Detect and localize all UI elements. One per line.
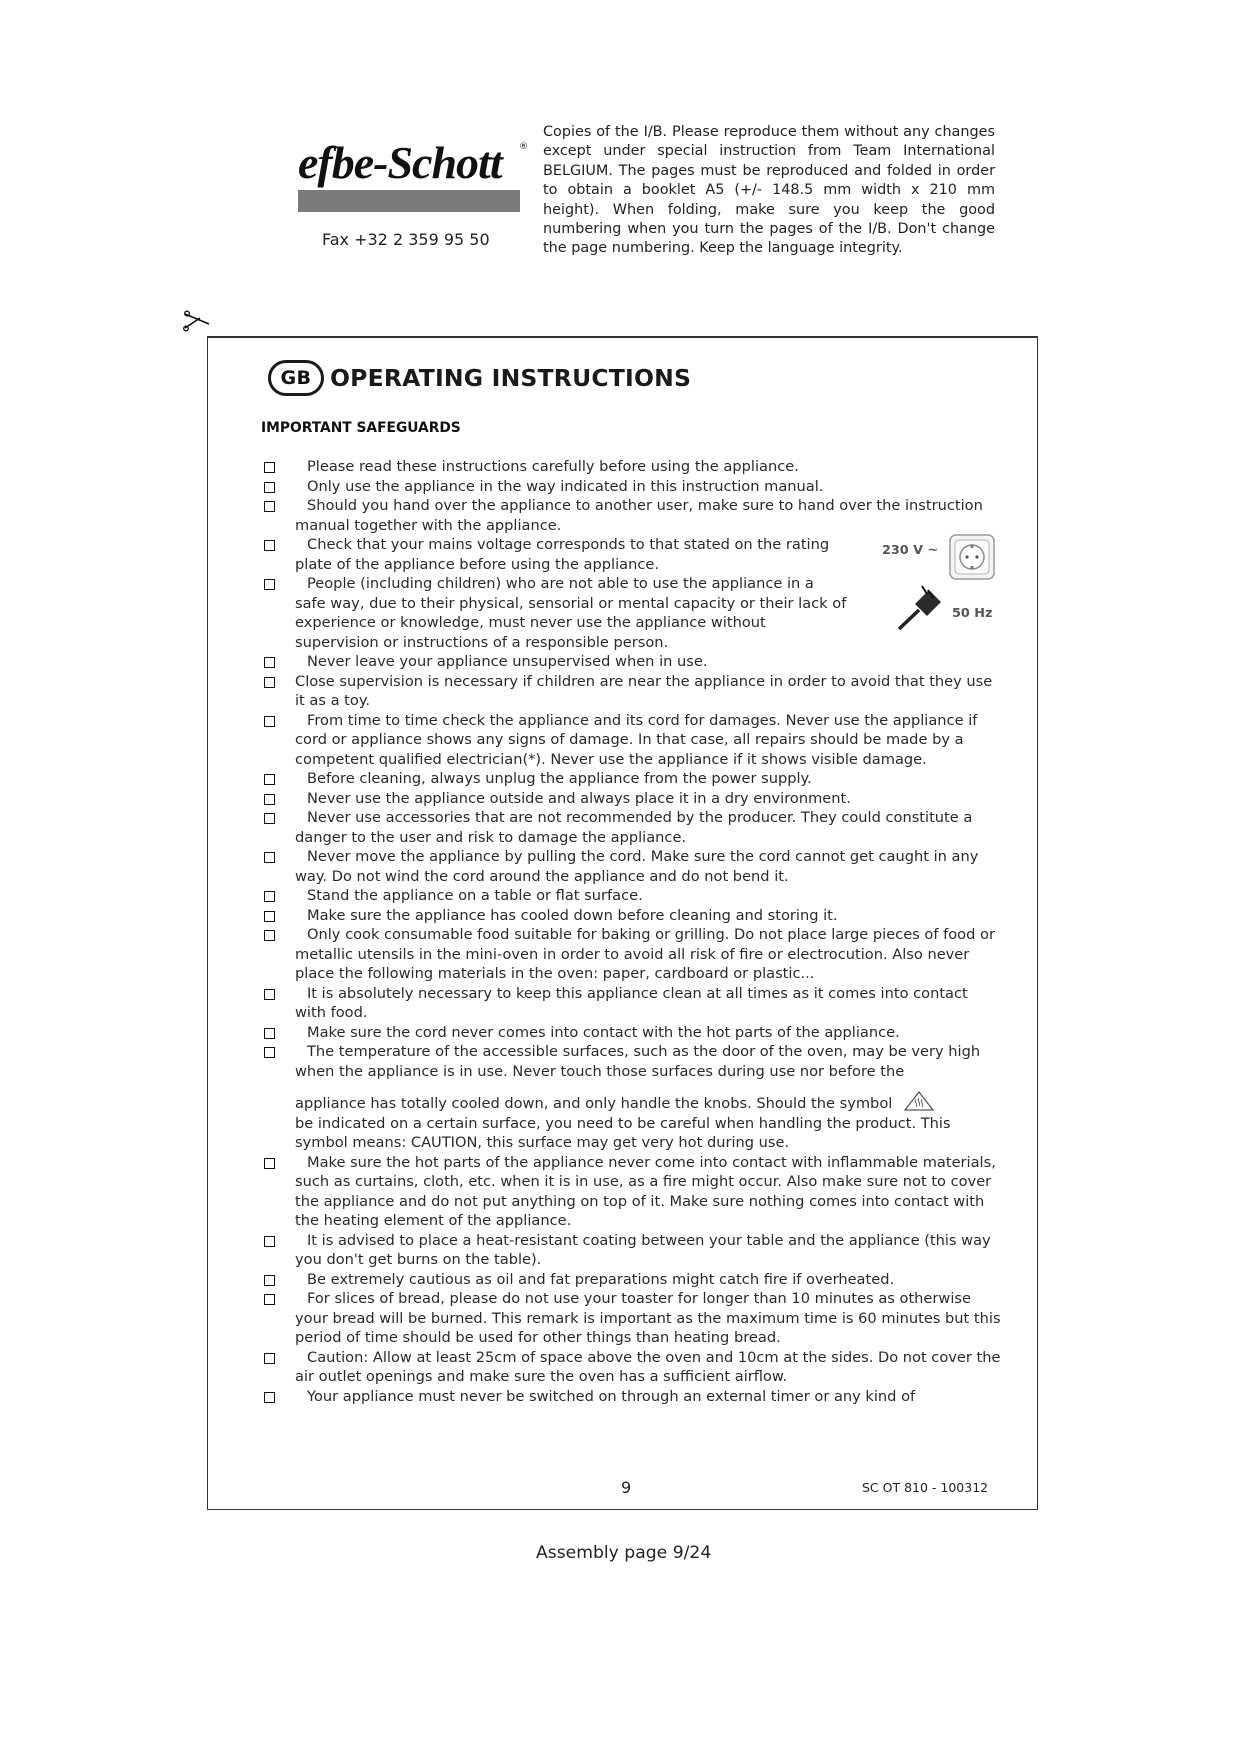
safeguard-text: Caution: Allow at least 25cm of space above the oven and 10cm at the sides. Do not cover the air outlet openings and make sure the oven has a sufficient airflow.	[295, 1348, 1001, 1385]
checkbox-bullet-icon	[264, 1236, 275, 1247]
list-item	[208, 1270, 1039, 1290]
list-item	[208, 672, 1039, 711]
safeguard-text: Close supervision is necessary if children are near the appliance in order to avoid that they use it as a toy.	[295, 672, 993, 709]
checkbox-bullet-icon	[264, 774, 275, 785]
checkbox-bullet-icon	[264, 1047, 275, 1058]
list-item	[208, 769, 1039, 789]
checkbox-bullet-icon	[264, 579, 275, 590]
scissors-icon	[182, 310, 212, 332]
checkbox-bullet-icon	[264, 852, 275, 863]
language-badge: GB	[268, 360, 324, 396]
safeguard-text: Stand the appliance on a table or flat surface.	[307, 887, 643, 904]
list-item	[208, 886, 1039, 906]
assembly-page-label: Assembly page 9/24	[536, 1543, 712, 1563]
safeguard-text: Only use the appliance in the way indicated in this instruction manual.	[307, 477, 824, 495]
checkbox-bullet-icon	[264, 1028, 275, 1039]
brand-logo-text: efbe-Schott	[298, 137, 502, 188]
document-code: SC OT 810 - 100312	[862, 1480, 989, 1495]
brand-logo	[298, 137, 528, 212]
list-item	[208, 457, 1039, 477]
fax-number: Fax +32 2 359 95 50	[322, 230, 490, 249]
safeguard-text: Before cleaning, always unplug the appliance from the power supply.	[307, 770, 812, 787]
list-item	[208, 477, 1039, 497]
list-item-continuation	[208, 1114, 1039, 1153]
list-item	[208, 1042, 1039, 1081]
checkbox-bullet-icon	[264, 1392, 275, 1403]
page-title	[268, 358, 691, 398]
checkbox-bullet-icon	[264, 1275, 275, 1286]
safeguard-text: Never leave your appliance unsupervised when in use.	[307, 653, 708, 670]
list-item	[208, 847, 1039, 886]
safeguard-text: Please read these instructions carefully before using the appliance.	[307, 458, 799, 475]
list-item	[208, 574, 1039, 652]
checkbox-bullet-icon	[264, 482, 275, 493]
checkbox-bullet-icon	[264, 930, 275, 941]
checkbox-bullet-icon	[264, 716, 275, 727]
list-item	[208, 808, 1039, 847]
safeguard-text: Never use accessories that are not recommended by the producer. They could constitute a danger to the user and risk to damage the appliance.	[295, 809, 973, 846]
safeguard-text: It is absolutely necessary to keep this appliance clean at all times as it comes into contact with food.	[295, 984, 968, 1021]
list-item	[208, 1153, 1039, 1231]
list-item	[208, 789, 1039, 809]
list-item	[208, 496, 1039, 535]
copy-instructions-note: Copies of the I/B. Please reproduce them without any changes except under special instruction from Team International BELGIUM. The pages must be reproduced and folded in order to obtain a booklet A5 (+/- 148.5 mm width x 210 mm height). When folding, make sure you keep the good numbering when you turn the pages of the I/B. Don't change the page numbering. Keep the language integrity.	[543, 124, 995, 257]
safeguard-text: be indicated on a certain surface, you need to be careful when handling the product. This symbol means: CAUTION, this surface may get very hot during use.	[295, 1114, 951, 1151]
checkbox-bullet-icon	[264, 1294, 275, 1305]
list-item	[208, 711, 1039, 770]
safeguard-text: Be extremely cautious as oil and fat preparations might catch fire if overheated.	[307, 1270, 895, 1288]
section-heading: IMPORTANT SAFEGUARDS	[261, 420, 461, 436]
list-item	[208, 1387, 1039, 1407]
logo-bar	[298, 190, 520, 212]
checkbox-bullet-icon	[264, 1353, 275, 1364]
list-item	[208, 906, 1039, 926]
checkbox-bullet-icon	[264, 1158, 275, 1169]
safeguard-text: The temperature of the accessible surfaces, such as the door of the oven, may be very high when the appliance is in use. Never touch those surfaces during use nor before the	[295, 1043, 981, 1080]
list-item	[208, 925, 1039, 984]
safeguard-text: Never move the appliance by pulling the cord. Make sure the cord cannot get caught in any way. Do not wind the cord around the appliance and do not bend it.	[295, 848, 979, 885]
page-title-text: OPERATING INSTRUCTIONS	[330, 364, 692, 392]
list-item	[208, 1231, 1039, 1270]
list-item	[208, 1289, 1039, 1348]
list-item	[208, 1348, 1039, 1387]
safeguard-text: Check that your mains voltage corresponds to that stated on the rating plate of the appliance before using the appliance.	[295, 536, 830, 573]
safeguard-text: Only cook consumable food suitable for baking or grilling. Do not place large pieces of food or metallic utensils in the mini-oven in order to avoid all risk of fire or electrocution. Also never place the following materials in the oven: paper, cardboard or plastic...	[295, 926, 995, 982]
safeguard-text: From time to time check the appliance and its cord for damages. Never use the appliance if cord or appliance shows any signs of damage. In that case, all repairs should be made by a competent qualified electrician(*). Never use the appliance if it shows visible damage.	[295, 711, 978, 768]
rating-frequency: 50 Hz	[952, 606, 993, 621]
checkbox-bullet-icon	[264, 911, 275, 922]
hot-surface-warning-icon	[904, 1091, 934, 1111]
checkbox-bullet-icon	[264, 677, 275, 688]
safeguard-text: For slices of bread, please do not use your toaster for longer than 10 minutes as otherwise your bread will be burned. This remark is important as the maximum time is 60 minutes but this period of time should be used for other things than heating bread.	[295, 1290, 1001, 1346]
checkbox-bullet-icon	[264, 462, 275, 473]
safeguard-text: Should you hand over the appliance to another user, make sure to hand over the instruction manual together with the appliance.	[295, 497, 983, 534]
list-item-continuation	[208, 1091, 1039, 1114]
checkbox-bullet-icon	[264, 891, 275, 902]
instruction-page	[207, 336, 1038, 1510]
safeguard-text: Make sure the hot parts of the appliance never come into contact with inflammable materials, such as curtains, cloth, etc. when it is in use, as a fire might occur. Also make sure not to cover the appliance and do not put anything on top of it. Make sure nothing comes into contact with the heating element of the appliance.	[295, 1153, 996, 1229]
safeguards-list	[208, 457, 1039, 1406]
page-number: 9	[621, 1478, 632, 1497]
list-item	[208, 984, 1039, 1023]
checkbox-bullet-icon	[264, 794, 275, 805]
checkbox-bullet-icon	[264, 501, 275, 512]
safeguard-text: Make sure the cord never comes into contact with the hot parts of the appliance.	[307, 1023, 900, 1041]
list-item	[208, 535, 1039, 574]
checkbox-bullet-icon	[264, 813, 275, 824]
safeguard-text: People (including children) who are not able to use the appliance in a safe way, due to their physical, sensorial or mental capacity or their lack of experience or knowledge, must never use the appliance without supervision or instructions of a responsible person.	[295, 575, 847, 651]
checkbox-bullet-icon	[264, 540, 275, 551]
registered-mark: ®	[519, 142, 528, 152]
list-item	[208, 652, 1039, 672]
safeguard-text: appliance has totally cooled down, and only handle the knobs. Should the symbol	[295, 1095, 893, 1112]
rating-voltage: 230 V ~	[882, 543, 939, 558]
safeguard-text: It is advised to place a heat-resistant coating between your table and the appliance (this way you don't get burns on the table).	[295, 1231, 991, 1268]
safeguard-text: Never use the appliance outside and always place it in a dry environment.	[307, 789, 851, 807]
checkbox-bullet-icon	[264, 657, 275, 668]
checkbox-bullet-icon	[264, 989, 275, 1000]
list-item	[208, 1023, 1039, 1043]
safeguard-text: Your appliance must never be switched on through an external timer or any kind of	[307, 1387, 916, 1405]
safeguard-text: Make sure the appliance has cooled down before cleaning and storing it.	[307, 906, 838, 924]
